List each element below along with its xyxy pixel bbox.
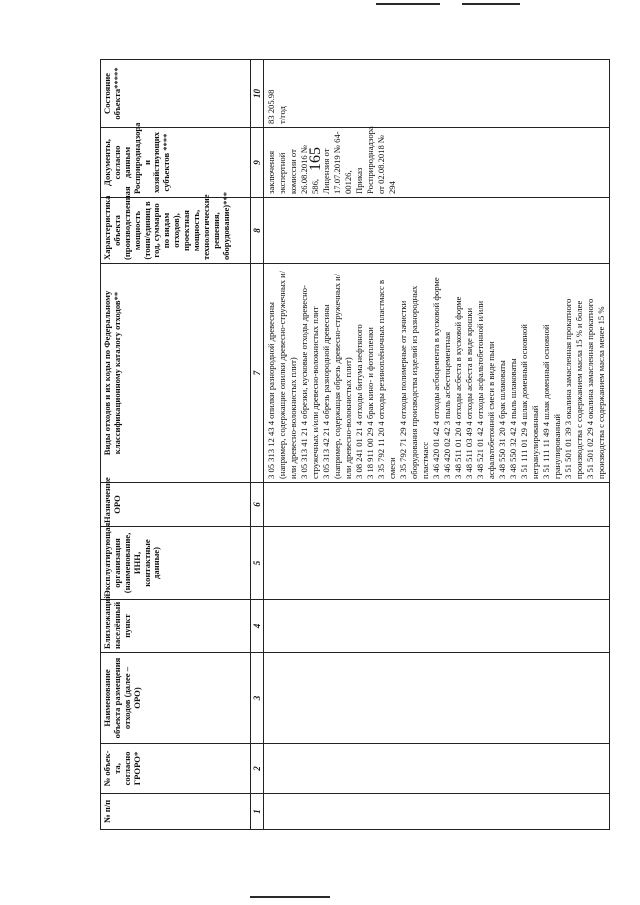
header-cell: Состояние объекта***** <box>101 60 251 128</box>
header-cell: Эксплуатирующая организация (наименование, ИНН, контактные данные) <box>101 527 251 600</box>
column-number: 10 <box>251 60 264 128</box>
header-cell: Виды отходов и их коды по Федеральному классификационному каталогу отходов** <box>101 264 251 483</box>
scan-mark-bottom <box>250 896 330 898</box>
waste-item: 3 48 521 01 42 4 отходы асфальтобетонной и/или асфальтобетонной смеси в виде пыли <box>475 300 496 479</box>
waste-item: 3 46 420 02 42 3 пыль асбестоцементная <box>442 331 452 479</box>
waste-item: 3 18 911 00 29 4 брак кино- и фотопленки <box>365 327 375 479</box>
scan-mark-top-1 <box>376 3 440 5</box>
waste-item: 3 51 501 02 29 4 окалина замасленная прокатного производства с содержанием масла менее 15 % <box>585 298 606 479</box>
column-number-row <box>251 60 264 830</box>
waste-item: 3 51 111 01 29 4 шлак доменный основной негранулированный <box>519 324 540 479</box>
column-number: 9 <box>251 128 264 198</box>
document-item: заключения экспертной комиссии от 26.08.2016 № 586, <box>266 144 320 194</box>
column-number: 1 <box>251 794 264 830</box>
header-cell: Назначение ОРО <box>101 483 251 527</box>
status-value: 83 205.98 <box>266 89 276 124</box>
status-unit: т/год <box>277 106 287 124</box>
rotated-table-container <box>100 60 606 830</box>
table-row <box>264 60 610 830</box>
header-cell: Наименование объекта размещения отходов (далее – ОРО) <box>101 653 251 744</box>
document-item: Приказ Росприроднадзора от 02.08.2018 № 294 <box>354 126 397 194</box>
waste-objects-table <box>100 59 610 830</box>
waste-item: 3 51 111 11 49 4 шлак доменный основной гранулированный <box>541 324 562 479</box>
waste-item: 3 35 792 71 29 4 отходы полимерные от зачистки оборудования производства изделий из разнородных пластмасс <box>398 285 430 479</box>
header-cell: Близлежащий населённый пункт <box>101 600 251 653</box>
header-row <box>101 60 251 830</box>
column-number: 5 <box>251 527 264 600</box>
cell-index <box>264 794 610 830</box>
waste-item: 3 48 511 03 49 4 отходы асбеста в виде крошки <box>464 307 474 479</box>
waste-item: 3 35 792 11 20 4 отходы резиноплёночных пластмасс в смеси <box>376 279 397 479</box>
header-cell: № п/п <box>101 794 251 830</box>
column-number: 2 <box>251 744 264 794</box>
cell-waste-types <box>264 264 610 483</box>
document-item: Лицензия от 17.07.2019 № 64-00126, <box>321 131 353 194</box>
cell-status <box>264 60 610 128</box>
column-number: 6 <box>251 483 264 527</box>
waste-item: 3 08 241 01 21 4 отходы битума нефтяного <box>354 324 364 479</box>
waste-item: 3 48 550 32 42 4 пыль шлаковаты <box>508 358 518 479</box>
waste-item: 3 48 550 31 20 4 брак шлаковаты <box>497 360 507 479</box>
cell-operator <box>264 527 610 600</box>
cell-purpose <box>264 483 610 527</box>
waste-item: 3 51 501 01 39 3 окалина замасленная прокатного производства с содержанием масла 15 % и более <box>563 298 584 479</box>
header-cell: Характеристика объекта (производственная мощность (тонн/единиц в год, суммарно по видам отходов), проектная мощность, технологические решения, оборудование)*** <box>101 198 251 264</box>
cell-settlement <box>264 600 610 653</box>
scan-mark-top-2 <box>462 3 520 5</box>
waste-item: 3 46 420 01 42 4 отходы асбоцемента в кусковой форме <box>431 277 441 479</box>
waste-item: 3 05 313 42 21 4 обрезь разнородной древесины (например, содержащая обрезь древесно-стружечных и/или древесно-волокнистых плит) <box>321 273 353 479</box>
waste-item: 3 05 313 41 21 4 обрезки, кусковые отходы древесно-стружечных и/или древесно-волокнистых плит <box>299 285 320 479</box>
cell-documents <box>264 128 610 198</box>
waste-item: 3 48 511 01 20 4 отходы асбеста в кусковой форме <box>453 296 463 479</box>
cell-groro-number <box>264 744 610 794</box>
column-number: 4 <box>251 600 264 653</box>
cell-object-name <box>264 653 610 744</box>
column-number: 3 <box>251 653 264 744</box>
header-cell: Документы, согласно данным Росприроднадзора и хозяйствующих субъектов **** <box>101 128 251 198</box>
header-cell: № объек-та, согласно ГРОРО* <box>101 744 251 794</box>
page-number: 165 <box>307 147 324 171</box>
cell-characteristics <box>264 198 610 264</box>
column-number: 8 <box>251 198 264 264</box>
column-number: 7 <box>251 264 264 483</box>
waste-item: 3 05 313 12 43 4 опилки разнородной древесины (например, содержащие опилки древесно-стружечных и/или древесно-волокнистых плит) <box>266 270 298 479</box>
